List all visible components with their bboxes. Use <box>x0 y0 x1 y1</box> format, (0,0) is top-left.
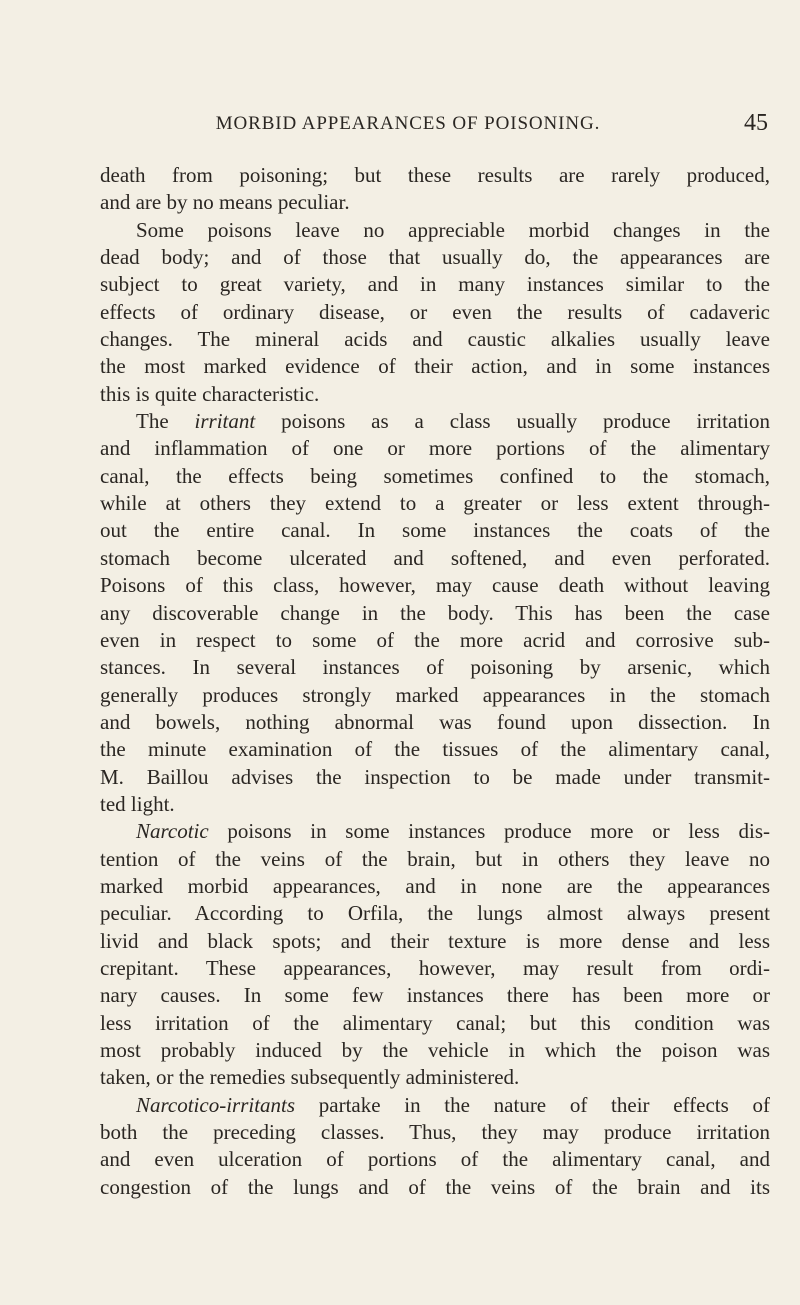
body-text <box>100 162 770 1201</box>
text-segment: partake in the nature of their effects of <box>295 1092 770 1117</box>
text-line: death from poisoning; but these results are rarely produced, <box>100 163 770 187</box>
text-line: out the entire canal. In some instances the coats of the <box>100 518 770 543</box>
text-line: taken, or the remedies subsequently administered. <box>100 1065 520 1090</box>
text-line: effects of ordinary disease, or even the results of cadaveric <box>100 299 770 324</box>
italic-term: irritant <box>194 409 256 434</box>
text-line: crepitant. These appearances, however, may result from ordi- <box>100 955 770 980</box>
running-head-title: MORBID APPEARANCES OF POISONING. <box>215 113 601 134</box>
text-line: while at others they extend to a greater or less extent through- <box>100 491 770 516</box>
text-line: stomach become ulcerated and softened, and even perforated. <box>100 545 770 570</box>
italic-term: Narcotic <box>136 819 209 844</box>
text-line: marked morbid appearances, and in none are the appearances <box>100 873 770 898</box>
text-line: dead body; and of those that usually do, the appearances are <box>100 245 770 270</box>
text-line: less irritation of the alimentary canal; but this condition was <box>100 1010 770 1035</box>
text-line <box>100 408 770 435</box>
text-line: changes. The mineral acids and caustic alkalies usually leave <box>100 327 770 352</box>
text-segment: The <box>136 409 195 434</box>
text-line: any discoverable change in the body. This has been the case <box>100 600 770 625</box>
text-line: and are by no means peculiar. <box>100 190 350 215</box>
text-line <box>100 1092 770 1119</box>
text-line: most probably induced by the vehicle in which the poison was <box>100 1038 770 1062</box>
text-line: the most marked evidence of their action, and in some instances <box>100 354 770 379</box>
text-line: and bowels, nothing abnormal was found upon dissection. In <box>100 709 770 734</box>
text-segment: poisons in some instances produce more or less dis- <box>208 819 770 844</box>
text-line: nary causes. In some few instances there has been more or <box>100 983 770 1008</box>
italic-term: Narcotico-irritants <box>136 1092 296 1117</box>
text-line: ted light. <box>100 791 175 816</box>
text-line: subject to great variety, and in many instances similar to the <box>100 272 770 297</box>
running-head <box>108 110 768 143</box>
text-line: even in respect to some of the more acrid and corrosive sub- <box>100 627 770 652</box>
text-line: livid and black spots; and their texture is more dense and less <box>100 928 770 953</box>
text-line: peculiar. According to Orfila, the lungs almost always present <box>100 901 770 926</box>
text-line <box>100 818 770 845</box>
text-line: stances. In several instances of poisoning by arsenic, which <box>100 655 770 680</box>
text-line: the minute examination of the tissues of the alimentary canal, <box>100 737 770 762</box>
text-line: congestion of the lungs and of the veins of the brain and its <box>100 1174 770 1199</box>
text-line: and even ulceration of portions of the alimentary canal, and <box>100 1147 770 1172</box>
text-line: and inflammation of one or more portions of the alimentary <box>100 436 770 461</box>
text-line: this is quite characteristic. <box>100 381 320 406</box>
page-number: 45 <box>744 110 768 136</box>
text-line: both the preceding classes. Thus, they may produce irritation <box>100 1120 770 1145</box>
text-line: tention of the veins of the brain, but in others they leave no <box>100 846 770 871</box>
text-line: generally produces strongly marked appearances in the stomach <box>100 682 770 707</box>
text-line: Some poisons leave no appreciable morbid changes in the <box>136 217 770 242</box>
text-line: canal, the effects being sometimes confined to the stomach, <box>100 463 770 488</box>
text-line: M. Baillou advises the inspection to be made under transmit- <box>100 764 770 789</box>
text-line: Poisons of this class, however, may cause death without leaving <box>100 573 770 598</box>
text-segment: poisons as a class usually produce irritation <box>255 409 770 434</box>
